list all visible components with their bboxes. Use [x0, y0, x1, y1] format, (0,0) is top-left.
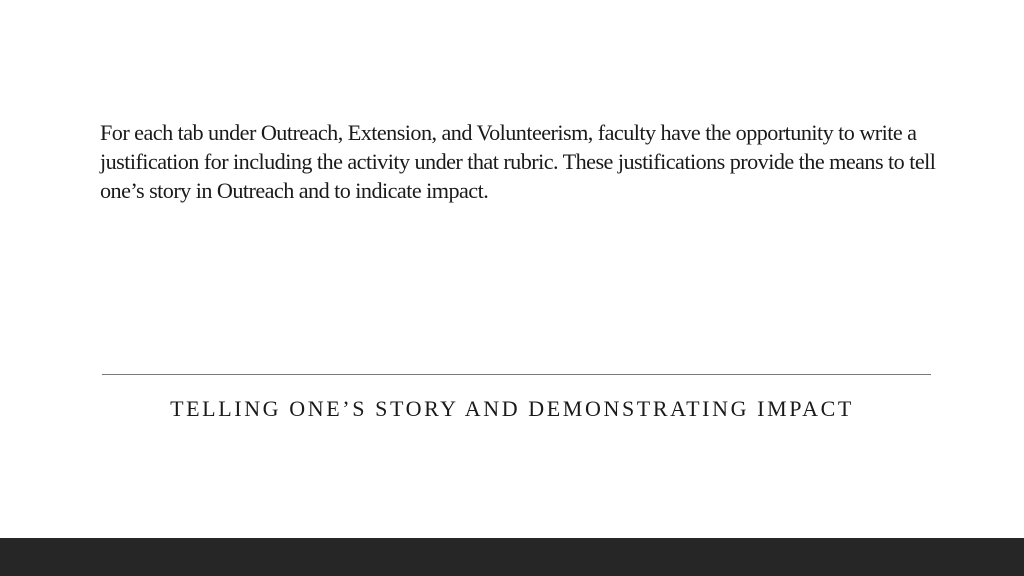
slide-title: TELLING ONE’S STORY AND DEMONSTRATING IMPACT [170, 396, 854, 421]
footer-bar [0, 538, 1024, 576]
title-divider [102, 374, 931, 375]
body-text: For each tab under Outreach, Extension, and Volunteerism, faculty have the opportunity to write a justification for including the activity under that rubric. These justifications provide the means to tell one’s story in Outreach and to indicate impact. [100, 120, 936, 203]
